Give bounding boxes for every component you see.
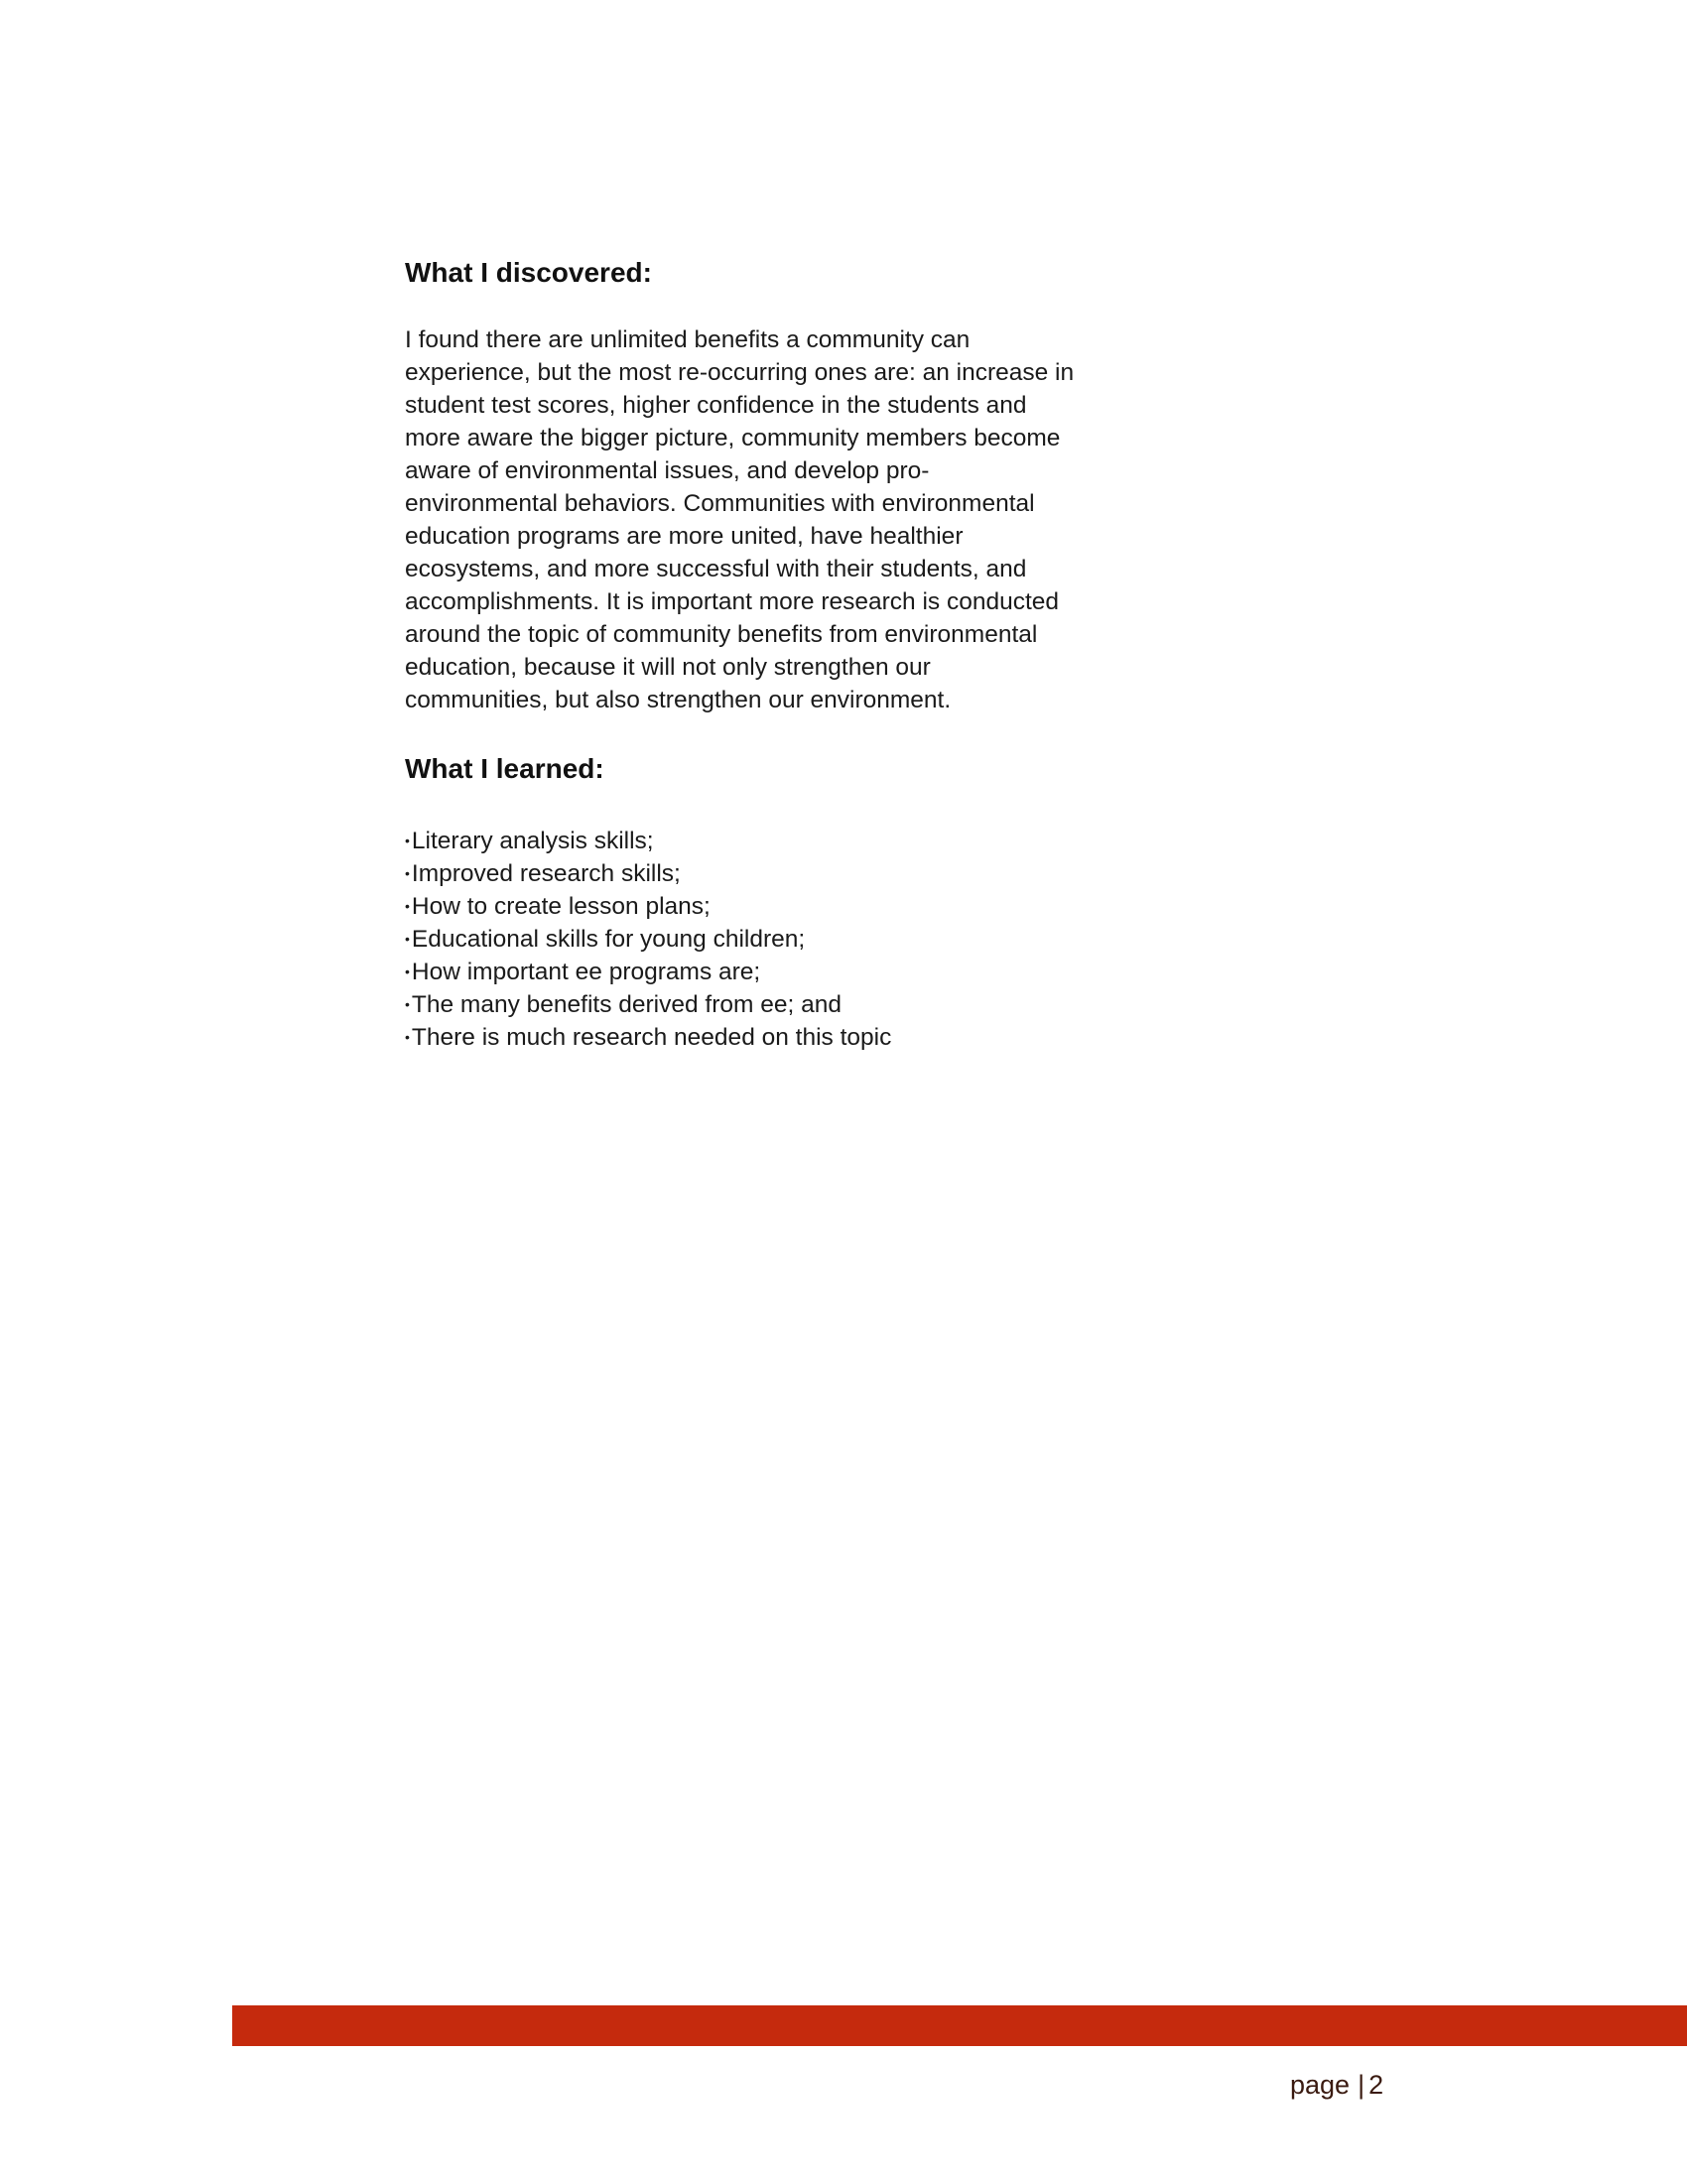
section-heading-discovered: What I discovered:: [405, 257, 652, 288]
discovered-paragraph: I found there are unlimited benefits a community can experience, but the most re-occurring ones are: an increase in student test scores, higher confidence in the students and more aware the bigger picture, community members become aware of environmental issues, and develop pro-environmental behaviors. Communities with environmental education programs are more united, have healthier ecosystems, and more successful with their students, and accomplishments. It is important more research is conducted around the topic of community benefits from environmental education, because it will not only strengthen our communities, but also strengthen our environment.: [405, 326, 1075, 713]
bullet-icon: •: [405, 996, 410, 1012]
page-label: page: [1290, 2070, 1351, 2100]
bullet-icon: •: [405, 898, 410, 914]
list-item-text: Literary analysis skills;: [411, 828, 654, 854]
bullet-icon: •: [405, 865, 410, 881]
list-item-text: How to create lesson plans;: [411, 893, 711, 920]
page-content: [405, 256, 1080, 1054]
list-item: [405, 1021, 1080, 1054]
list-item: [405, 988, 1080, 1021]
list-item-text: How important ee programs are;: [411, 959, 761, 985]
list-item-text: Educational skills for young children;: [411, 926, 806, 953]
list-item-text: Improved research skills;: [411, 860, 681, 887]
bullet-icon: •: [405, 964, 410, 979]
page-separator: |: [1358, 2070, 1365, 2100]
list-item: [405, 825, 1080, 857]
section-heading-learned: What I learned:: [405, 753, 604, 784]
list-item: [405, 956, 1080, 988]
list-item: [405, 890, 1080, 923]
list-item: [405, 857, 1080, 890]
page-number: 2: [1368, 2070, 1384, 2100]
bullet-icon: •: [405, 931, 410, 947]
footer-accent-bar: [232, 2005, 1687, 2046]
learned-list: [405, 825, 1080, 1054]
bullet-icon: •: [405, 833, 410, 848]
list-item: [405, 923, 1080, 956]
page-footer: [1290, 2068, 1383, 2102]
bullet-icon: •: [405, 1029, 410, 1045]
list-item-text: The many benefits derived from ee; and: [411, 991, 842, 1018]
list-item-text: There is much research needed on this topic: [411, 1024, 892, 1051]
